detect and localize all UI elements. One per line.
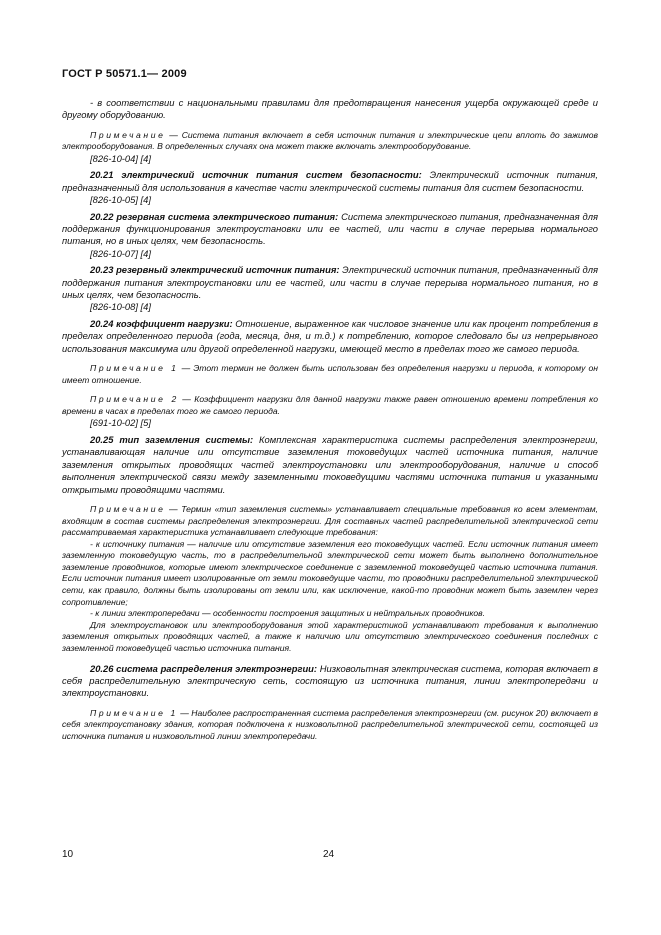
standard-header: ГОСТ Р 50571.1— 2009 (62, 68, 187, 80)
term-title: 20.21 электрический источник питания систем безопасности: (90, 169, 422, 181)
term-20-26 (62, 663, 598, 700)
term-definition: Электрический источник питания, предназначенный для использования в качестве части электрической системы питания для систем безопасности. (62, 169, 598, 193)
note-text: — Система питания включает в себя источник питания и электрические цепи вплоть до зажимов электрооборудования. В определенных случаях она может также включать электрооборудование. (62, 129, 598, 152)
term-title: 20.24 коэффициент нагрузки: (90, 317, 233, 329)
note-earthing-installations: Для электроустановок или электрооборудования этой характеристикой устанавливают требования к выполнению заземления открытых проводящих частей, а также к наличию или отсутствию электрического соединения последних с заземленной токоведущей частью источника питания. (62, 619, 598, 654)
reference: [826-10-05] [4] (90, 194, 151, 206)
footer-page-number: 24 (323, 849, 335, 860)
term-title: 20.22 резервная система электрического питания: (90, 210, 339, 222)
note-label: Примечание (90, 503, 166, 514)
term-title: 20.23 резервный электрический источник питания: (90, 264, 340, 276)
note-earthing-type (62, 504, 598, 539)
paragraph-intro: - в соответствии с национальными правилами для предотвращения нанесения ущерба окружающей среде и другому оборудованию. (62, 97, 598, 121)
note-power-system (62, 130, 598, 153)
term-20-23 (62, 264, 598, 301)
reference: [826-10-07] [4] (90, 247, 151, 259)
footer-page-number-original: 10 (62, 849, 74, 860)
note-load-factor-2 (62, 394, 598, 417)
note-text: — Наиболее распространенная система распределения электроэнергии (см. рисунок 20) включает в себя электроустановку здания, которая подключена к низковольтной распределительной электрической сети, состоящей из источника питания и низковольтной линии электропередачи. (62, 707, 599, 742)
document-body (62, 97, 598, 743)
reference: [826-10-04] [4] (90, 153, 151, 164)
note-earthing-source: - к источнику питания — наличие или отсутствие заземления его токоведущих частей. Если источник питания имеет заземленную токоведущую часть, то в распределительной электрической сети может быть выполнено дополнительное заземление проводников, которые имеют электрическое соединение с заземленной токоведущей частью источника питания. Если источник питания имеет изолированные от земли токоведущие части, то проводники распределительной электрической сети, как правило, должны быть изолированы от земли или, как исключение, какой-то проводник может быть заземлен через сопротивление; (62, 538, 598, 607)
term-definition: Отношение, выраженное как числовое значение или как процент потребления в пределах определенного периода (года, месяца, дня, и т.д.) к потреблению, которое следовало бы из непрерывного использования максимума или другой определенной нагрузки, имеющей место в пределах того же самого периода. (62, 317, 598, 354)
term-definition: Низковольтная электрическая система, которая включает в себя распределительную электрическую сеть, состоящую из источника питания, линии электропередачи и электроустановки. (62, 662, 598, 699)
term-definition: Система электрического питания, предназначенная для поддержания функционирования электроустановки или ее частей, или части в случае перерыва нормального питания, но в иных целях, чем безопасность. (62, 210, 598, 247)
term-title: 20.25 тип заземления системы: (90, 433, 254, 445)
note-text: — Этот термин не должен быть использован без определения нагрузки и периода, к которому он имеет отношение. (62, 363, 598, 385)
note-earthing-line: - к линии электропередачи — особенности построения защитных и нейтральных проводников. (90, 608, 486, 619)
term-20-21 (62, 169, 598, 194)
note-distribution-system-1 (62, 708, 598, 743)
note-text: — Коэффициент нагрузки для данной нагрузки также равен отношению времени потребления ко времени в часах в пределах того же самого периода. (62, 394, 598, 416)
term-definition: Электрический источник питания, предназначенный для поддержания питания электроустановки или ее частей, или части в случае перерыва нормального питания, но в иных целях, чем безопасность. (62, 264, 598, 301)
note-label: Примечание 1 (90, 707, 178, 718)
term-20-22 (62, 211, 598, 248)
note-label: Примечание 2 (90, 394, 179, 405)
term-20-25 (62, 434, 598, 496)
note-load-factor-1 (62, 363, 598, 386)
note-text: — Термин «тип заземления системы» устанавливает специальные требования ко всем элементам, входящим в состав системы распределения электроэнергии. Для составных частей распределительной электрической сети рассматриваемая характеристика устанавливает следующие требования: (62, 503, 598, 538)
reference: [691-10-02] [5] (90, 417, 151, 429)
note-label: Примечание 1 (90, 363, 179, 374)
reference: [826-10-08] [4] (90, 301, 151, 313)
term-20-24 (62, 318, 598, 355)
note-label: Примечание (90, 129, 166, 140)
term-title: 20.26 система распределения электроэнергии: (90, 662, 318, 674)
term-definition: Комплексная характеристика системы распределения электроэнергии, устанавливающая наличие или отсутствие заземления токоведущих частей источника питания, наличие заземления открытых проводящих частей электроустановки или электрооборудования, наличие и способ выполнения электрической связи между заземленными токоведущими частями источника питания и указанными открытыми проводящими частями. (62, 433, 598, 495)
